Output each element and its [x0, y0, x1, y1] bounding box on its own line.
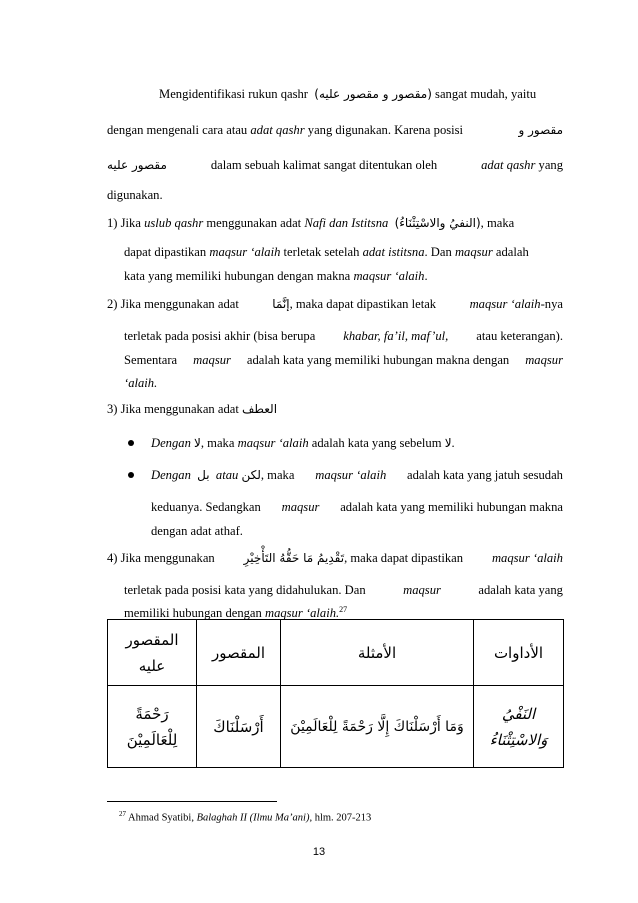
page-number: 13 [312, 846, 326, 858]
item1-line2: dapat dipastikan maqsur ‘alaih terletak setelah adat istitsna. Dan maqsur adalah [124, 245, 529, 259]
para1-line2 [107, 122, 563, 138]
table-row [108, 686, 564, 768]
item4-line3: memiliki hubungan dengan maqsur ‘alaih.$^{27}$ [124, 605, 348, 621]
cell-adawat: النَفْيُ وَالاسْتِثْنَاءُ [474, 686, 564, 768]
item4-line2: terletak pada posisi kata yang didahulukan. Dan maqsur adalah kata yang [124, 583, 563, 597]
text: adat qashr yang [481, 158, 563, 172]
item2-line3: Sementara maqsur adalah kata yang memiliki hubungan makna dengan maqsur [124, 353, 563, 367]
item2-line1: 2) Jika menggunakan adat إنَّمَا, maka dapat dipastikan letak maqsur ‘alaih-nya [107, 297, 563, 311]
para1-line3 [107, 157, 563, 173]
item3-bullet2-line1: Dengan بل atau لكن, maka maqsur ‘alaih adalah kata yang jatuh sesudah [151, 468, 563, 482]
arabic-term: العطف [242, 402, 278, 416]
text: sangat mudah, yaitu [435, 87, 537, 101]
item4-line1: 4) Jika menggunakan تَقْدِيمُ مَا حَقُّهُ التَأْخِيْرِ, maka dapat dipastikan maqsur ‘alaih [107, 551, 563, 565]
cell-example: وَمَا أَرْسَلْنَاكَ إِلَّا رَحْمَةً لِلْعَالَمِيْنَ [281, 686, 474, 768]
arabic-term: (النفيُ والاسْتِثْنَاءُ) [394, 216, 481, 230]
rukun-qashr-table [107, 619, 564, 768]
item3-line1: 3) Jika menggunakan adat العطف [107, 402, 278, 416]
item1-line1: 1) Jika uslub qashr menggunakan adat Nafi dan Istitsna (النفيُ والاسْتِثْنَاءُ), maka [107, 216, 515, 230]
table-header-row [108, 620, 564, 686]
item3-bullet2-line2: keduanya. Sedangkan maqsur adalah kata yang memiliki hubungan makna [151, 500, 563, 514]
para1-line1 [159, 86, 536, 102]
cell-maqsur-alaih: رَحْمَةً لِلْعَالَمِيْنَ [108, 686, 197, 768]
header-maqsur: المقصور [197, 620, 281, 686]
text: dalam sebuah kalimat sangat ditentukan oleh [210, 158, 438, 172]
footnote: $^{27}$ Ahmad Syatibi, Balaghah II (Ilmu Ma’ani), hlm. 207-213 [119, 810, 372, 824]
item1-line3: kata yang memiliki hubungan dengan makna maqsur ‘alaih. [124, 269, 428, 283]
arabic-term: مقصور و [518, 123, 563, 137]
header-adawat: الأداوات [474, 620, 564, 686]
arabic-term: تَقْدِيمُ مَا حَقُّهُ التَأْخِيْرِ [243, 551, 345, 565]
arabic-term: (مقصور و مقصور عليه) [314, 87, 432, 101]
cell-maqsur: أَرْسَلْنَاكَ [197, 686, 281, 768]
bullet-icon [128, 440, 134, 446]
para1-line4: digunakan. [107, 188, 163, 202]
item3-bullet1: Dengan لا, maka maqsur ‘alaih adalah kata yang sebelum لا. [151, 436, 455, 450]
header-examples: الأمثلة [281, 620, 474, 686]
header-maqsur-alaih: المقصور عليه [108, 620, 197, 686]
text: dengan mengenali cara atau adat qashr yang digunakan. Karena posisi [107, 123, 464, 137]
arabic-term: مقصور عليه [107, 158, 167, 172]
footnote-rule [107, 801, 277, 802]
item2-line2: terletak pada posisi akhir (bisa berupa khabar, fa’il, maf’ul, atau keterangan). [124, 329, 563, 343]
arabic-term: إنَّمَا [272, 297, 290, 311]
text: Mengidentifikasi rukun qashr [159, 87, 308, 101]
bullet-icon [128, 472, 134, 478]
item3-bullet2-line3: dengan adat athaf. [151, 524, 243, 538]
item2-line4: ‘alaih. [124, 376, 158, 390]
